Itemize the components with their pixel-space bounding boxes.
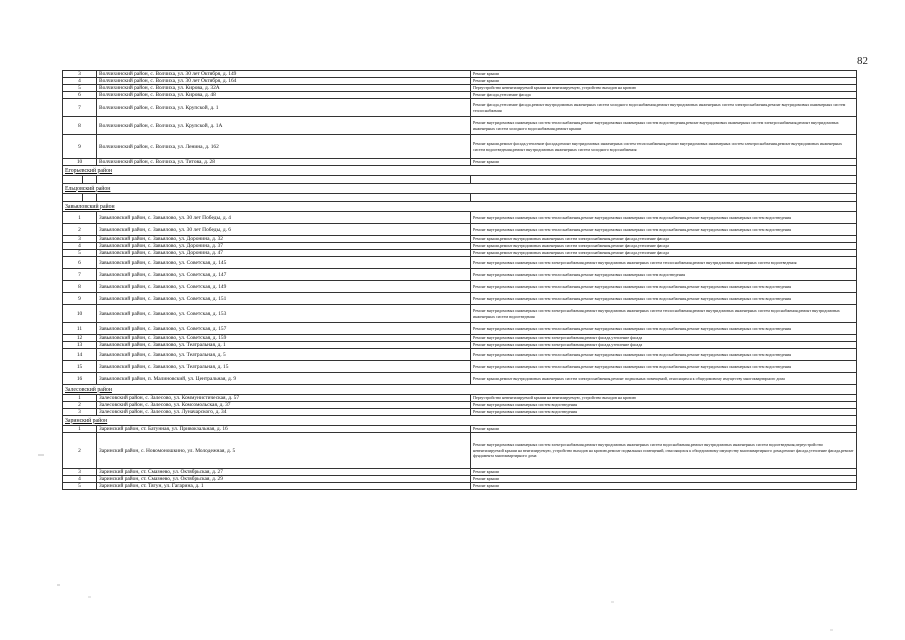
address-cell: Волчихинский район, с. Волчиха, ул. 30 лет Октября, д. 149 — [97, 71, 471, 78]
row-number: 4 — [63, 78, 97, 85]
address-cell: Завьяловский район, с. Завьялово, ул. 30 лет Победы, д. 6 — [97, 224, 471, 236]
table-row — [63, 395, 857, 402]
row-number: 7 — [63, 99, 97, 117]
address-cell: Завьяловский район, с. Завьялово, ул. Доронина, д. 47 — [97, 250, 471, 257]
row-number: 10 — [63, 159, 97, 166]
row-number: 1 — [63, 426, 97, 433]
works-cell: Ремонт фасада,утепление фасада,ремонт внутридомовых инженерных систем холодного водоснабжения,ремонт внутридомовых инженерных систем электроснабжения,ремонт внутридомовых инженерных систем теплоснабжения — [471, 99, 857, 117]
works-cell: Ремонт внутридомовых инженерных систем водоотведения — [471, 409, 857, 416]
works-cell: Ремонт крыши,ремонт внутридомовых инженерных систем электроснабжения,ремонт подвальных помещений, относящихся к общедомовому имуществу многоквартирного дома — [471, 373, 857, 385]
blank-cell — [471, 176, 857, 184]
row-number: 12 — [63, 335, 97, 342]
works-cell: Ремонт внутридомовых инженерных систем электроснабжения,ремонт фасада,утепление фасада — [471, 335, 857, 342]
row-number: 1 — [63, 212, 97, 224]
works-cell: Переустройство невентилируемой крыши на вентилируемую, устройство выходов на кровлю — [471, 395, 857, 402]
address-cell: Завьяловский район, с. Завьялово, ул. Театральная, д. 5 — [97, 349, 471, 361]
works-cell: Ремонт крыши — [471, 159, 857, 166]
works-cell: Переустройство невентилируемой крыши на вентилируемую, устройство выходов на кровлю — [471, 85, 857, 92]
row-number: 3 — [63, 236, 97, 243]
table-row — [63, 342, 857, 349]
works-cell: Ремонт крыши,ремонт внутридомовых инженерных систем электроснабжения,ремонт фасада,утепление фасада — [471, 236, 857, 243]
row-number: 6 — [63, 257, 97, 269]
district-header-row — [63, 184, 857, 194]
table-row — [63, 361, 857, 373]
row-number: 9 — [63, 293, 97, 305]
table-row — [63, 305, 857, 323]
address-cell: Завьяловский район, с. Завьялово, ул. Советская, д. 145 — [97, 257, 471, 269]
works-cell: Ремонт внутридомовых инженерных систем теплоснабжения,ремонт внутридомовых инженерных систем водоснабжения,ремонт внутридомовых инженерных систем водоотведения — [471, 224, 857, 236]
row-number: 6 — [63, 92, 97, 99]
address-cell: Волчихинский район, с. Волчиха, ул. Кирова, д. 48 — [97, 92, 471, 99]
works-cell: Ремонт внутридомовых инженерных систем теплоснабжения,ремонт внутридомовых инженерных систем водоснабжения,ремонт внутридомовых инженерных систем водоотведения — [471, 323, 857, 335]
table-row — [63, 257, 857, 269]
table-row — [63, 117, 857, 135]
blank-cell — [63, 176, 83, 184]
address-cell: Завьяловский район, с. Завьялово, ул. Советская, д. 159 — [97, 335, 471, 342]
address-cell: Заринский район, ст. Смазнево, ул. Октябрьская, д. 27 — [97, 469, 471, 476]
district-header-row — [63, 202, 857, 212]
address-cell: Завьяловский район, с. Завьялово, ул. Советская, д. 149 — [97, 281, 471, 293]
address-cell: Волчихинский район, с. Волчиха, ул. Крупской, д. 1А — [97, 117, 471, 135]
empty-row — [63, 194, 857, 202]
district-header-row — [63, 166, 857, 176]
blank-cell — [97, 194, 471, 202]
table-row — [63, 293, 857, 305]
table-row — [63, 224, 857, 236]
table-row — [63, 281, 857, 293]
district-title: Залесовский район — [63, 385, 857, 395]
row-number: 10 — [63, 305, 97, 323]
address-cell: Волчихинский район, с. Волчиха, ул. Ленина, д. 162 — [97, 135, 471, 159]
blank-cell — [471, 194, 857, 202]
table-row — [63, 402, 857, 409]
table-row — [63, 243, 857, 250]
works-cell: Ремонт внутридомовых инженерных систем теплоснабжения,ремонт внутридомовых инженерных систем водоотведения — [471, 269, 857, 281]
table-row — [63, 135, 857, 159]
row-number: 7 — [63, 269, 97, 281]
address-cell: Завьяловский район, с. Завьялово, ул. Доронина, д. 32 — [97, 236, 471, 243]
works-cell: Ремонт внутридомовых инженерных систем теплоснабжения,ремонт внутридомовых инженерных систем водоснабжения,ремонт внутридомовых инженерных систем водоотведения — [471, 293, 857, 305]
table-row — [63, 373, 857, 385]
address-cell: Заринский район, с. Новомоношкино, ул. Молодежная, д. 5 — [97, 433, 471, 469]
address-cell: Волчихинский район, с. Волчиха, ул. 30 лет Октября, д. 164 — [97, 78, 471, 85]
table-row — [63, 469, 857, 476]
table-row — [63, 159, 857, 166]
row-number: 5 — [63, 250, 97, 257]
address-cell: Волчихинский район, с. Волчиха, ул. Титова, д. 28 — [97, 159, 471, 166]
works-cell: Ремонт внутридомовых инженерных систем электроснабжения,ремонт внутридомовых инженерных систем теплоснабжения,ремонт внутридомовых инженерных систем водоснабжения,ремонт внутридомовых инженерных систем водоотведения — [471, 305, 857, 323]
table-row — [63, 409, 857, 416]
works-cell: Ремонт внутридомовых инженерных систем электроснабжения,ремонт фасада,утепление фасада — [471, 342, 857, 349]
row-number: 8 — [63, 281, 97, 293]
address-cell: Заринский район, ст. Смазнево, ул. Октябрьская, д. 29 — [97, 476, 471, 483]
row-number: 2 — [63, 402, 97, 409]
row-number: 13 — [63, 342, 97, 349]
blank-cell — [83, 194, 97, 202]
table-row — [63, 99, 857, 117]
address-cell: Заринский район, ст. Батунная, ул. Привокзальная, д. 16 — [97, 426, 471, 433]
row-number: 3 — [63, 71, 97, 78]
works-cell: Ремонт внутридомовых инженерных систем теплоснабжения,ремонт внутридомовых инженерных систем водоснабжения,ремонт внутридомовых инженерных систем водоотведения — [471, 212, 857, 224]
works-cell: Ремонт внутридомовых инженерных систем электроснабжения,ремонт внутридомовых инженерных систем теплоснабжения,ремонт внутридомовых инженерных систем водоотведения — [471, 257, 857, 269]
district-title: Заринский район — [63, 416, 857, 426]
address-cell: Волчихинский район, с. Волчиха, ул. Кирова, д. 32А — [97, 85, 471, 92]
blank-cell — [97, 176, 471, 184]
works-cell: Ремонт крыши,ремонт внутридомовых инженерных систем электроснабжения,ремонт фасада,утепление фасада — [471, 243, 857, 250]
row-number: 15 — [63, 361, 97, 373]
table-row — [63, 323, 857, 335]
works-cell: Ремонт крыши — [471, 71, 857, 78]
address-cell: Завьяловский район, с. Завьялово, ул. Советская, д. 147 — [97, 269, 471, 281]
table-row — [63, 433, 857, 469]
address-cell: Завьяловский район, с. Завьялово, ул. Советская, д. 151 — [97, 293, 471, 305]
works-cell: Ремонт крыши — [471, 426, 857, 433]
district-header-row — [63, 385, 857, 395]
blank-cell — [63, 194, 83, 202]
works-cell: Ремонт крыши — [471, 469, 857, 476]
address-cell: Завьяловский район, п. Малиновский, ул. Центральная, д. 9 — [97, 373, 471, 385]
row-number: 5 — [63, 85, 97, 92]
blank-cell — [83, 176, 97, 184]
row-number: 16 — [63, 373, 97, 385]
address-cell: Залесовский район, с. Залесово, ул. Комсомольская, д. 37 — [97, 402, 471, 409]
table-row — [63, 483, 857, 490]
table-row — [63, 92, 857, 99]
works-cell: Ремонт внутридомовых инженерных систем водоотведения — [471, 402, 857, 409]
works-cell: Ремонт внутридомовых инженерных систем теплоснабжения,ремонт внутридомовых инженерных систем водоснабжения,ремонт внутридомовых инженерных систем водоотведения — [471, 349, 857, 361]
table-row — [63, 212, 857, 224]
table-row — [63, 236, 857, 243]
district-title: Завьяловский район — [63, 202, 857, 212]
empty-row — [63, 176, 857, 184]
district-title: Ельцовский район — [63, 184, 857, 194]
table-row — [63, 269, 857, 281]
address-cell: Залесовский район, с. Залесово, ул. Коммунистическая, д. 57 — [97, 395, 471, 402]
table-row — [63, 250, 857, 257]
works-cell: Ремонт крыши — [471, 483, 857, 490]
works-cell: Ремонт внутридомовых инженерных систем теплоснабжения,ремонт внутридомовых инженерных систем водоснабжения,ремонт внутридомовых инженерных систем водоотведения — [471, 281, 857, 293]
table-row — [63, 349, 857, 361]
table-row — [63, 476, 857, 483]
address-cell: Волчихинский район, с. Волчиха, ул. Крупской, д. 1 — [97, 99, 471, 117]
works-cell: Ремонт внутридомовых инженерных систем теплоснабжения,ремонт внутридомовых инженерных систем водоотведения,ремонт внутридомовых инженерных систем электроснабжения,ремонт внутридомовых инженерных систем холодного водоснабжения,ремонт крыши — [471, 117, 857, 135]
table-row — [63, 85, 857, 92]
address-cell: Завьяловский район, с. Завьялово, ул. Доронина, д. 37 — [97, 243, 471, 250]
address-cell: Завьяловский район, с. Завьялово, ул. Театральная, д. 15 — [97, 361, 471, 373]
address-cell: Завьяловский район, с. Завьялово, ул. Советская, д. 153 — [97, 305, 471, 323]
address-cell: Заринский район, ст. Тягун, ул. Гагарина, д. 1 — [97, 483, 471, 490]
row-number: 4 — [63, 476, 97, 483]
page-number: 82 — [857, 55, 868, 67]
table-row — [63, 426, 857, 433]
repair-table — [62, 70, 857, 490]
address-cell: Завьяловский район, с. Завьялово, ул. Советская, д. 157 — [97, 323, 471, 335]
table-row — [63, 335, 857, 342]
row-number: 8 — [63, 117, 97, 135]
works-cell: Ремонт крыши,ремонт внутридомовых инженерных систем электроснабжения,ремонт фасада,утепление фасада — [471, 250, 857, 257]
district-title: Егорьевский район — [63, 166, 857, 176]
address-cell: Завьяловский район, с. Завьялово, ул. Театральная, д. 1 — [97, 342, 471, 349]
district-header-row — [63, 416, 857, 426]
address-cell: Залесовский район, с. Залесово, ул. Луначарского, д. 34 — [97, 409, 471, 416]
works-cell: Ремонт крыши — [471, 78, 857, 85]
row-number: 2 — [63, 433, 97, 469]
row-number: 3 — [63, 469, 97, 476]
table-row — [63, 78, 857, 85]
works-cell: Ремонт внутридомовых инженерных систем электроснабжения,ремонт внутридомовых инженерных систем водоснабжения,ремонт внутридомовых инженерных систем водоотведения,переустройство невентилируемой крыши на вентилируемую, устройство выходов на кровлю,ремонт подвальных помещений, относящихся к общедомовому имуществу многоквартирного дома,ремонт фасада,утепление фасада,ремонт фундамента многоквартирного дома — [471, 433, 857, 469]
table-row — [63, 71, 857, 78]
works-cell: Ремонт крыши,ремонт фасада,утепление фасада,ремонт внутридомовых инженерных систем теплоснабжения,ремонт внутридомовых инженерных систем электроснабжения,ремонт внутридомовых инженерных систем водоотведения,ремонт внутридомовых инженерных систем холодного водоснабжения — [471, 135, 857, 159]
row-number: 14 — [63, 349, 97, 361]
row-number: 11 — [63, 323, 97, 335]
works-cell: Ремонт внутридомовых инженерных систем теплоснабжения,ремонт внутридомовых инженерных систем водоснабжения,ремонт внутридомовых инженерных систем водоотведения — [471, 361, 857, 373]
row-number: 9 — [63, 135, 97, 159]
works-cell: Ремонт фасада,утепление фасада — [471, 92, 857, 99]
address-cell: Завьяловский район, с. Завьялово, ул. 30 лет Победы, д. 4 — [97, 212, 471, 224]
row-number: 4 — [63, 243, 97, 250]
row-number: 3 — [63, 409, 97, 416]
row-number: 1 — [63, 395, 97, 402]
row-number: 2 — [63, 224, 97, 236]
row-number: 5 — [63, 483, 97, 490]
works-cell: Ремонт крыши — [471, 476, 857, 483]
